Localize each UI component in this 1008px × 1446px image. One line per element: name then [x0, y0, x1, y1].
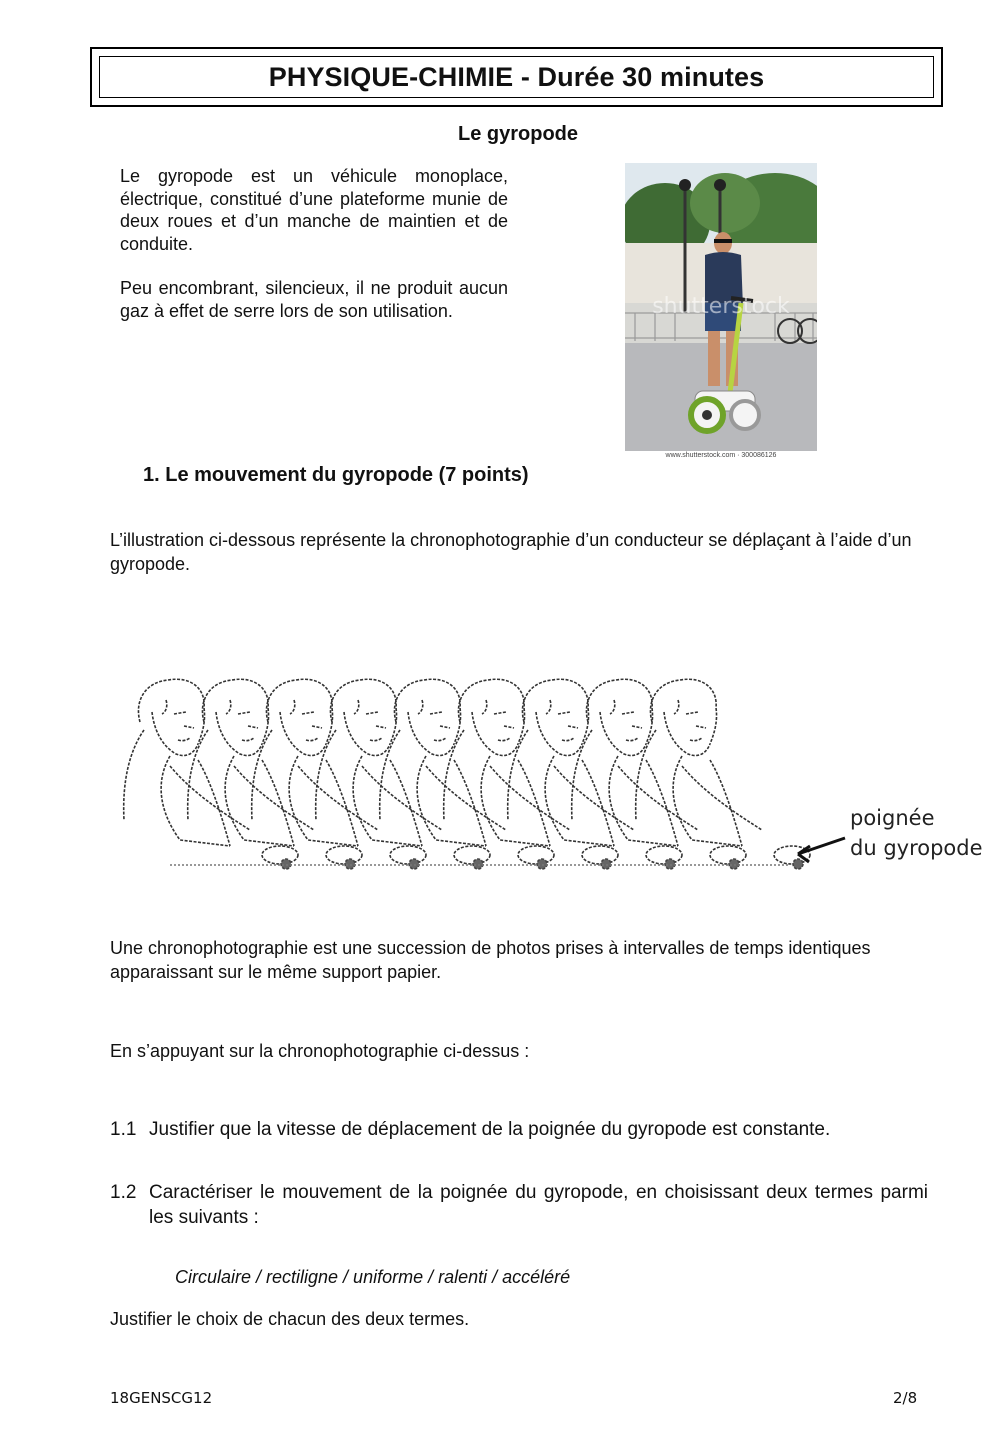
footer-code: 18GENSCG12 — [110, 1389, 213, 1407]
document-subtitle: Le gyropode — [457, 123, 578, 145]
question-1-1-text: Justifier que la vitesse de déplacement de la poignée du gyropode est constante. — [149, 1119, 831, 1140]
photo-credit: www.shutterstock.com · 300086126 — [665, 452, 777, 459]
intro-paragraph-2: Peu encombrant, silencieux, il ne produit aucun gaz à effet de serre lors de son utilisation. — [120, 278, 508, 321]
instruction-text: En s’appuyant sur la chronophotographie ci-dessus : — [110, 1041, 530, 1061]
question-1-2 — [110, 1180, 928, 1230]
chronophotography-definition: Une chronophotographie est une succession de photos prises à intervalles de temps identiques apparaissant sur le même support papier. — [110, 938, 871, 982]
title-box — [90, 47, 943, 107]
question-1-2-text: Caractériser le mouvement de la poignée du gyropode, en choisissant deux termes parmi les suivants : — [149, 1182, 928, 1228]
annotation-line-1: poignée — [850, 806, 935, 830]
question-1-2-followup: Justifier le choix de chacun des deux termes. — [110, 1309, 470, 1329]
chronophotography-figure — [110, 670, 990, 890]
intro-text — [120, 165, 508, 322]
question-1-1-number: 1.1 — [110, 1119, 137, 1140]
page-title: PHYSIQUE-CHIMIE - Durée 30 minutes — [99, 56, 934, 98]
question-1-2-number: 1.2 — [110, 1182, 137, 1203]
footer-page-number: 2/8 — [893, 1389, 918, 1407]
intro-paragraph-1: Le gyropode est un véhicule monoplace, électrique, constitué d’une plateforme munie de deux roues et d’un manche de maintien et de conduite. — [120, 166, 508, 254]
gyropode-photo — [625, 163, 817, 451]
illustration-intro: L’illustration ci-dessous représente la chronophotographie d’un conducteur se déplaçant à l’aide d’un gyropode. — [110, 530, 912, 574]
question-1-1 — [110, 1117, 928, 1142]
photo-watermark: shutterstock — [652, 294, 790, 319]
annotation-line-2: du gyropode — [850, 836, 983, 860]
chronophotography-drawing — [110, 670, 990, 890]
section-heading: 1. Le mouvement du gyropode (7 points) — [143, 464, 529, 486]
term-choices: Circulaire / rectiligne / uniforme / ralenti / accéléré — [175, 1267, 571, 1287]
gyropode-photo-drawing — [625, 163, 817, 451]
